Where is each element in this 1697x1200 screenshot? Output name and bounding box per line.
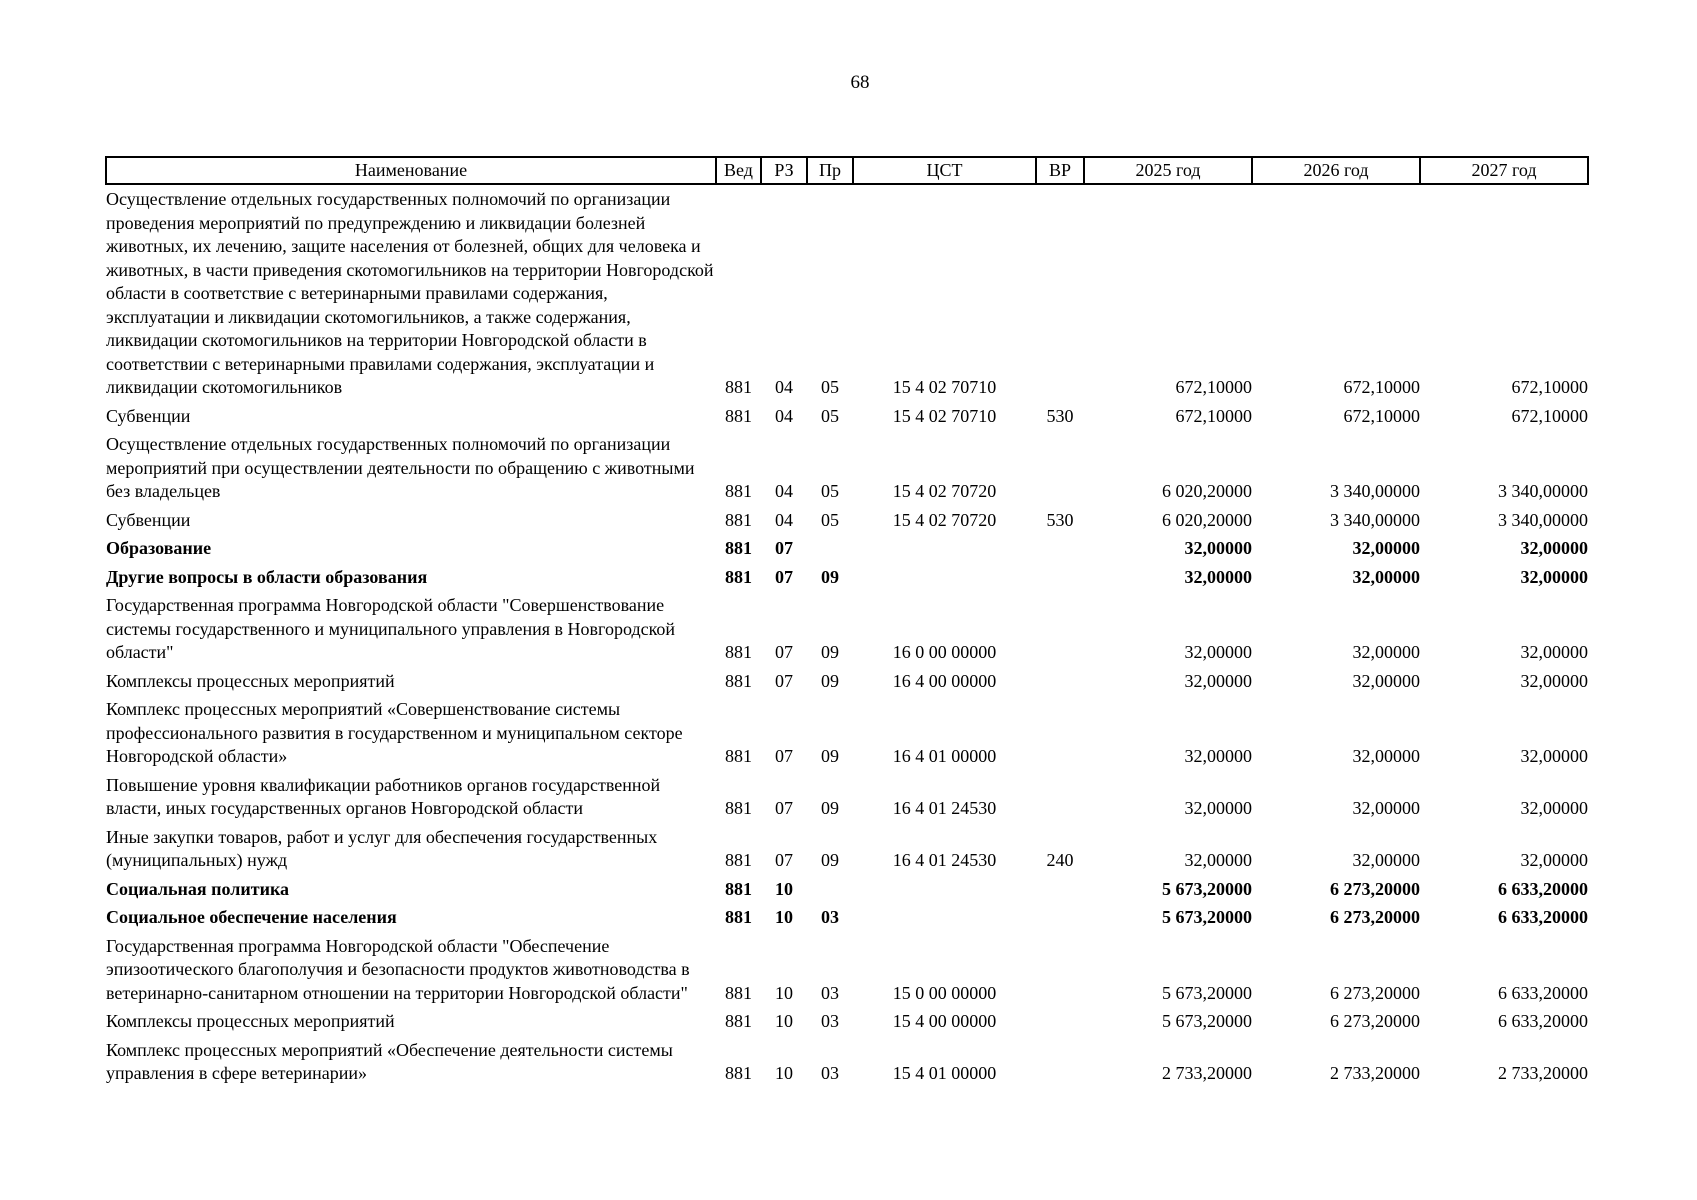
row-ved: 881	[725, 878, 752, 899]
row-rz: 07	[775, 538, 793, 558]
row-name: Социальное обеспечение населения	[106, 907, 397, 927]
table-row	[106, 566, 1588, 595]
row-cst	[853, 906, 1036, 935]
row-vr: 240	[1046, 850, 1074, 870]
row-amount-2025: 5 673,20000	[1162, 907, 1252, 927]
row-pr	[807, 537, 853, 566]
row-amount-2027: 2 733,20000	[1498, 1063, 1588, 1083]
row-cst: 16 4 01 24530	[892, 798, 997, 818]
row-amount-2025: 2 733,20000	[1162, 1063, 1252, 1083]
row-name: Другие вопросы в области образования	[106, 566, 428, 587]
row-pr: 09	[821, 670, 839, 691]
table-row	[106, 184, 1588, 405]
row-amount-2027: 32,00000	[1520, 746, 1588, 766]
table-row	[106, 433, 1588, 509]
row-amount-2027: 6 633,20000	[1498, 1011, 1588, 1031]
row-name: Осуществление отдельных государственных полномочий по организации мероприятий при осуществлении деятельности по обращению с животными без владельцев	[106, 434, 695, 501]
row-cst: 15 0 00 00000	[892, 982, 997, 1003]
row-rz: 07	[775, 746, 793, 766]
row-amount-2025: 6 020,20000	[1162, 481, 1252, 501]
table-row	[106, 509, 1588, 538]
table-row	[106, 774, 1588, 826]
table-header-row	[106, 157, 1588, 184]
row-amount-2026: 672,10000	[1343, 377, 1420, 397]
row-amount-2025: 32,00000	[1184, 798, 1252, 818]
row-amount-2026: 6 273,20000	[1330, 878, 1420, 899]
row-name: Повышение уровня квалификации работников органов государственной власти, иных государственных органов Новгородской области	[106, 774, 661, 818]
table-row	[106, 1039, 1588, 1091]
row-ved: 881	[725, 1063, 752, 1083]
row-name: Субвенции	[106, 405, 191, 426]
row-vr	[1036, 566, 1084, 595]
row-cst	[853, 537, 1036, 566]
row-pr: 03	[821, 907, 839, 927]
row-vr	[1036, 433, 1084, 509]
row-cst: 15 4 00 00000	[892, 1011, 997, 1031]
row-amount-2025: 32,00000	[1184, 746, 1252, 766]
row-vr	[1036, 935, 1084, 1011]
row-vr	[1036, 698, 1084, 774]
row-amount-2026: 672,10000	[1343, 405, 1420, 426]
row-vr	[1036, 670, 1084, 699]
row-name: Комплекс процессных мероприятий «Обеспечение деятельности системы управления в сфере ветеринарии»	[106, 1039, 673, 1083]
table-row	[106, 878, 1588, 907]
header-name: Наименование	[106, 157, 716, 184]
row-amount-2027: 32,00000	[1520, 566, 1588, 587]
row-vr: 530	[1046, 509, 1074, 530]
row-cst: 15 4 02 70710	[892, 377, 997, 397]
row-ved: 881	[725, 538, 752, 558]
row-name: Комплексы процессных мероприятий	[106, 670, 395, 691]
row-pr: 09	[821, 850, 839, 870]
row-amount-2027: 672,10000	[1511, 405, 1588, 426]
row-cst: 16 4 01 24530	[892, 850, 997, 870]
row-amount-2025: 32,00000	[1184, 670, 1252, 691]
row-ved: 881	[725, 907, 752, 927]
row-cst: 15 4 02 70720	[892, 481, 997, 501]
row-vr	[1036, 184, 1084, 405]
row-ved: 881	[725, 746, 752, 766]
row-ved: 881	[725, 377, 752, 397]
row-amount-2025: 32,00000	[1184, 538, 1252, 558]
row-ved: 881	[725, 642, 752, 662]
row-amount-2025: 5 673,20000	[1162, 878, 1252, 899]
row-rz: 04	[775, 377, 793, 397]
row-amount-2026: 32,00000	[1352, 538, 1420, 558]
row-rz: 07	[775, 850, 793, 870]
row-rz: 04	[775, 405, 793, 426]
row-ved: 881	[725, 405, 752, 426]
table-row	[106, 935, 1588, 1011]
budget-table	[105, 156, 1589, 1091]
header-vr: ВР	[1036, 157, 1084, 184]
row-amount-2027: 32,00000	[1520, 538, 1588, 558]
row-rz: 07	[775, 798, 793, 818]
table-row	[106, 594, 1588, 670]
row-rz: 10	[775, 1063, 793, 1083]
header-year-2026: 2026 год	[1252, 157, 1420, 184]
row-amount-2026: 3 340,00000	[1330, 509, 1420, 530]
row-amount-2026: 6 273,20000	[1330, 982, 1420, 1003]
row-pr: 09	[821, 566, 839, 587]
row-vr	[1036, 1039, 1084, 1091]
row-name: Субвенции	[106, 509, 191, 530]
header-pr: Пр	[807, 157, 853, 184]
row-rz: 10	[775, 878, 793, 899]
row-pr: 03	[821, 1011, 839, 1031]
row-vr: 530	[1046, 405, 1074, 426]
table-row	[106, 698, 1588, 774]
table-row	[106, 405, 1588, 434]
row-name: Государственная программа Новгородской области "Совершенствование системы государственного и муниципального управления в Новгородской области"	[106, 595, 676, 662]
row-pr: 09	[821, 798, 839, 818]
row-amount-2026: 2 733,20000	[1330, 1063, 1420, 1083]
row-ved: 881	[725, 850, 752, 870]
row-amount-2026: 6 273,20000	[1330, 1011, 1420, 1031]
table-row	[106, 670, 1588, 699]
header-rz: РЗ	[761, 157, 807, 184]
row-amount-2026: 32,00000	[1352, 746, 1420, 766]
row-pr: 03	[821, 1063, 839, 1083]
row-cst	[853, 566, 1036, 595]
row-amount-2027: 32,00000	[1520, 850, 1588, 870]
row-amount-2026: 32,00000	[1352, 850, 1420, 870]
row-ved: 881	[725, 481, 752, 501]
table-row	[106, 537, 1588, 566]
row-cst: 15 4 01 00000	[892, 1063, 997, 1083]
row-pr: 03	[821, 982, 839, 1003]
row-amount-2025: 32,00000	[1184, 566, 1252, 587]
row-amount-2026: 32,00000	[1352, 566, 1420, 587]
row-amount-2025: 672,10000	[1175, 377, 1252, 397]
row-pr: 05	[821, 481, 839, 501]
row-amount-2027: 6 633,20000	[1498, 982, 1588, 1003]
row-amount-2025: 6 020,20000	[1162, 509, 1252, 530]
row-amount-2027: 32,00000	[1520, 798, 1588, 818]
row-pr: 09	[821, 642, 839, 662]
row-amount-2026: 32,00000	[1352, 798, 1420, 818]
row-cst: 15 4 02 70720	[892, 509, 997, 530]
row-amount-2027: 32,00000	[1520, 670, 1588, 691]
row-cst	[853, 878, 1036, 907]
row-rz: 07	[775, 670, 793, 691]
row-name: Осуществление отдельных государственных полномочий по организации проведения мероприятий по предупреждению и ликвидации болезней животных, их лечению, защите населения от болезней, общих для человека и животных, в части приведения скотомогильников на территории Новгородской области в соответствие с ветеринарными правилами содержания, эксплуатации и ликвидации скотомогильников, а также содержания, ликвидации скотомогильников на территории Новгородской области в соответствии с ветеринарными правилами содержания, эксплуатации и ликвидации скотомогильников	[106, 189, 714, 397]
row-vr	[1036, 1010, 1084, 1039]
header-cst: ЦСТ	[853, 157, 1036, 184]
row-amount-2027: 6 633,20000	[1498, 878, 1588, 899]
row-name: Комплекс процессных мероприятий «Совершенствование системы профессионального развития в государственном и муниципальном секторе Новгородской области»	[106, 699, 683, 766]
row-vr	[1036, 878, 1084, 907]
row-amount-2025: 32,00000	[1184, 642, 1252, 662]
row-cst: 16 0 00 00000	[892, 642, 997, 662]
row-rz: 10	[775, 907, 793, 927]
row-name: Комплексы процессных мероприятий	[106, 1011, 395, 1031]
row-amount-2025: 32,00000	[1184, 850, 1252, 870]
table-row	[106, 906, 1588, 935]
row-rz: 07	[775, 642, 793, 662]
row-ved: 881	[725, 1011, 752, 1031]
row-cst: 16 4 00 00000	[892, 670, 997, 691]
row-ved: 881	[725, 982, 752, 1003]
row-vr	[1036, 594, 1084, 670]
row-cst: 16 4 01 00000	[892, 746, 997, 766]
row-pr: 05	[821, 509, 839, 530]
header-year-2027: 2027 год	[1420, 157, 1588, 184]
row-amount-2026: 3 340,00000	[1330, 481, 1420, 501]
header-year-2025: 2025 год	[1084, 157, 1252, 184]
row-amount-2027: 3 340,00000	[1498, 481, 1588, 501]
row-name: Социальная политика	[106, 878, 290, 899]
row-name: Государственная программа Новгородской области "Обеспечение эпизоотического благополучия и безопасности продуктов животноводства в ветеринарно-санитарном отношении на территории Новгородской области"	[106, 935, 690, 1003]
row-vr	[1036, 906, 1084, 935]
row-rz: 07	[775, 566, 793, 587]
row-vr	[1036, 537, 1084, 566]
row-amount-2026: 32,00000	[1352, 670, 1420, 691]
row-amount-2027: 672,10000	[1511, 377, 1588, 397]
row-rz: 10	[775, 982, 793, 1003]
row-rz: 10	[775, 1011, 793, 1031]
row-amount-2027: 3 340,00000	[1498, 509, 1588, 530]
row-pr	[807, 878, 853, 907]
row-ved: 881	[725, 566, 752, 587]
row-vr	[1036, 774, 1084, 826]
row-amount-2025: 672,10000	[1175, 405, 1252, 426]
row-ved: 881	[725, 798, 752, 818]
row-pr: 05	[821, 405, 839, 426]
table-row	[106, 1010, 1588, 1039]
row-amount-2027: 32,00000	[1520, 642, 1588, 662]
row-ved: 881	[725, 509, 752, 530]
row-ved: 881	[725, 670, 752, 691]
row-name: Иные закупки товаров, работ и услуг для обеспечения государственных (муниципальных) нужд	[106, 826, 658, 870]
row-name: Образование	[106, 538, 212, 558]
row-amount-2027: 6 633,20000	[1498, 907, 1588, 927]
table-row	[106, 826, 1588, 878]
row-rz: 04	[775, 481, 793, 501]
row-pr: 09	[821, 746, 839, 766]
row-rz: 04	[775, 509, 793, 530]
row-amount-2026: 6 273,20000	[1330, 907, 1420, 927]
row-amount-2025: 5 673,20000	[1162, 1011, 1252, 1031]
header-ved: Вед	[716, 157, 761, 184]
row-amount-2025: 5 673,20000	[1162, 982, 1252, 1003]
row-amount-2026: 32,00000	[1352, 642, 1420, 662]
page-number: 68	[850, 72, 870, 93]
row-cst: 15 4 02 70710	[892, 405, 997, 426]
row-pr: 05	[821, 377, 839, 397]
